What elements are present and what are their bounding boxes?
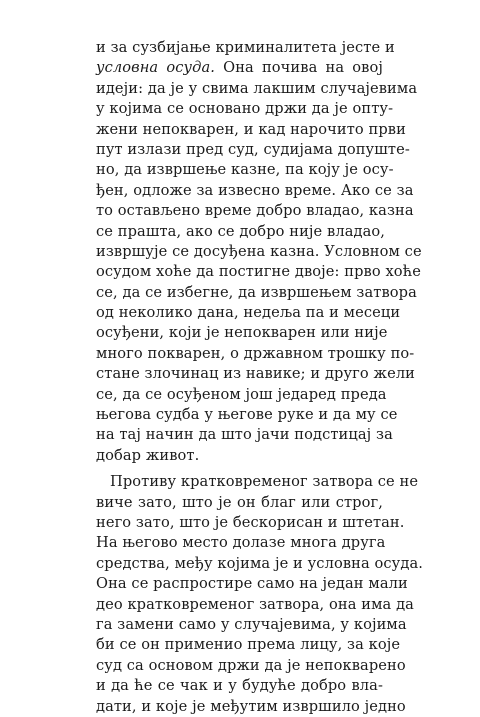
text-line: условна осуда. Она почива на овој <box>96 59 383 77</box>
text-line: На његово место долазе многа друга <box>96 534 386 552</box>
paragraph-1 <box>96 38 422 466</box>
text-line: виче зато, што је он благ или строг, <box>96 493 383 511</box>
paragraph-2 <box>96 472 423 717</box>
text-line: суд са основом држи да је непокварено <box>96 656 406 674</box>
text-line: жени непокварен, и кад нарочито први <box>96 120 406 138</box>
text-line: и за сузбијање криминалитета јесте и <box>96 39 395 56</box>
text-line: се, да се осуђеном још једаред преда <box>96 385 387 403</box>
text-line: део кратковременог затвора, она има да <box>96 595 414 613</box>
text-line: од неколико дана, недеља па и месеци <box>96 304 401 322</box>
italic-term: условна осуда. <box>96 59 215 77</box>
text-line: ђен, одложе за извесно време. Ако се за <box>96 181 414 199</box>
text-line: на тај начин да што јачи подстицај за <box>96 426 393 444</box>
text-line: идеји: да је у свима лакшим случајевима <box>96 79 418 97</box>
text-line: то остављено време добро владао, казна <box>96 202 414 220</box>
text-line: осуђени, који је непокварен или није <box>96 324 388 342</box>
text-line: пут излази пред суд, судијама допуште- <box>96 140 410 158</box>
text-line: га замени само у случајевима, у којима <box>96 615 407 633</box>
text-line: средства, међу којима је и условна осуда. <box>96 554 423 572</box>
text-line: осудом хоће да постигне двоје: прво хоће <box>96 263 421 281</box>
text-line: извршује се досуђена казна. Условном се <box>96 242 422 260</box>
text-line: се прашта, ако се добро није владао, <box>96 222 386 240</box>
text-line: много покварен, о државном трошку по- <box>96 344 415 362</box>
text-line: у којима се основано држи да је опту- <box>96 100 394 118</box>
text-line: добар живот. <box>96 446 200 464</box>
text-line: Противу кратковременог затвора се не <box>110 473 419 491</box>
text-line: би се он применио према лицу, за које <box>96 636 401 654</box>
text-line: и да ће се чак и у будуће добро вла- <box>96 677 383 695</box>
text-line: него зато, што је бескорисан и штетан. <box>96 513 405 531</box>
text-line: се, да се избегне, да извршењем затвора <box>96 283 417 301</box>
text-line: стане злочинац из навике; и друго жели <box>96 365 416 383</box>
text-line: дати, и које је међутим извршило једно <box>96 697 406 715</box>
text-line: Она се распростире само на један мали <box>96 575 408 593</box>
text-line: но, да извршење казне, па коју је осу- <box>96 161 394 179</box>
body-text <box>96 38 423 717</box>
text-line: његова судба у његове руке и да му се <box>96 406 398 424</box>
